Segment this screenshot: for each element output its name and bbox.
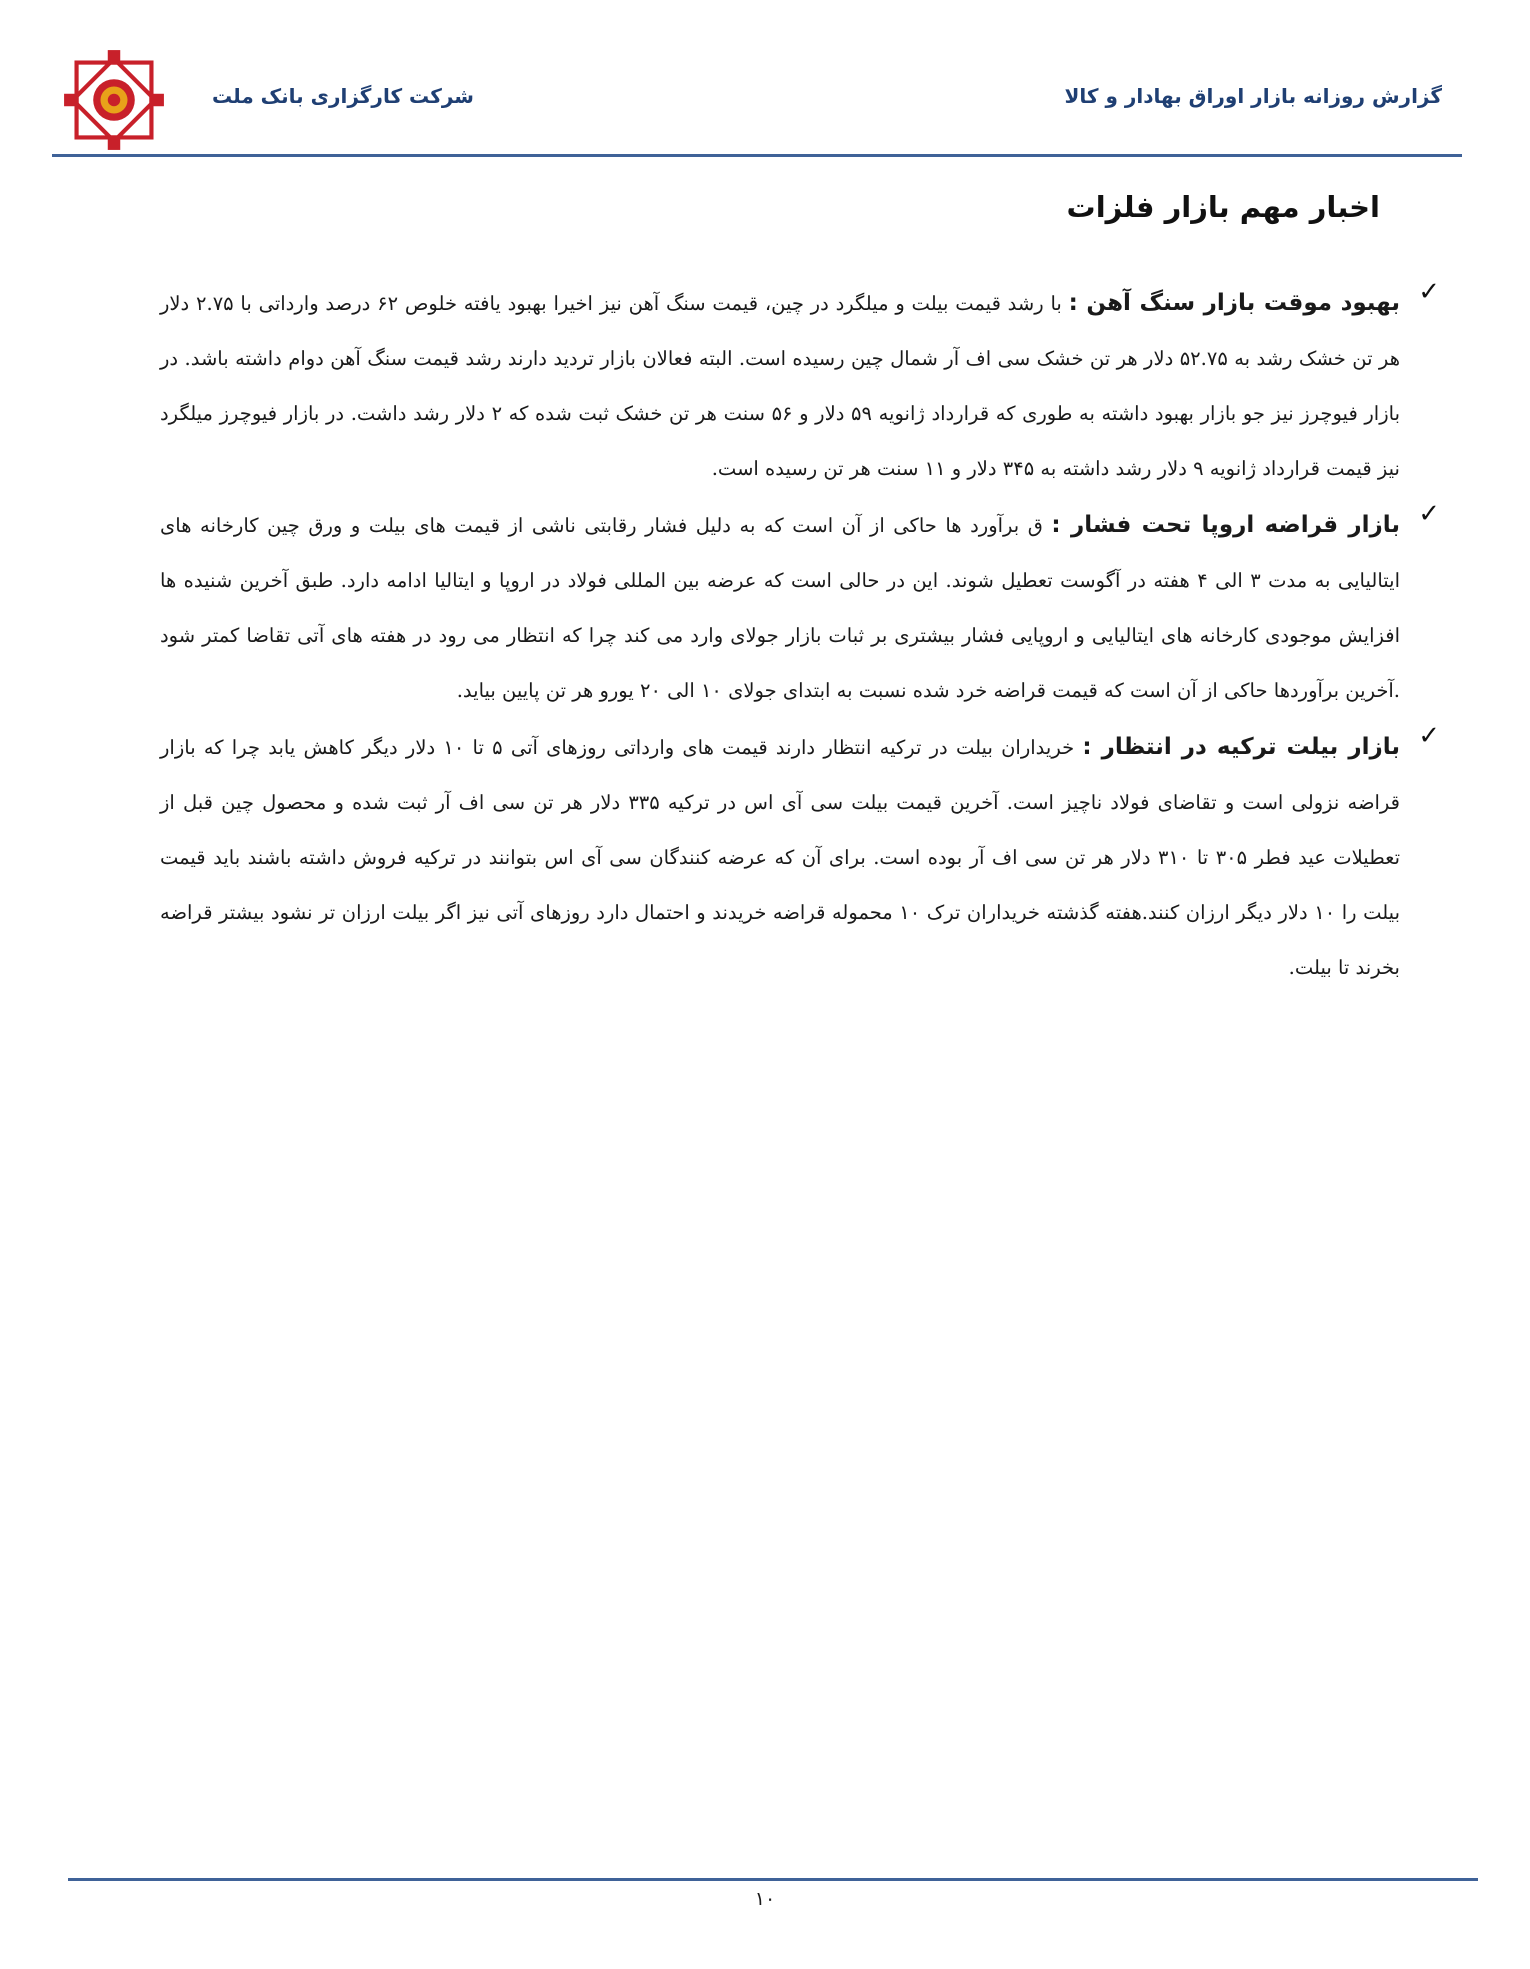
report-title: گزارش روزانه بازار اوراق بهادار و کالا <box>1064 84 1442 108</box>
checkmark-icon: ✓ <box>1418 499 1440 529</box>
checkmark-icon: ✓ <box>1418 277 1440 307</box>
news-body: ق برآورد ها حاکی از آن است که به دلیل فشار رقابتی ناشی از قیمت های بیلت و ورق چین کارخانه های ایتالیایی به مدت ۳ الی ۴ هفته در آگوست تعطیل شوند. این در حالی است که عرضه بین المللی فولاد در اروپا و ایتالیا ادامه دارد. طبق آخرین شنیده ها افزایش موجودی کارخانه های ایتالیایی و اروپایی فشار بیشتری بر ثبات بازار جولای وارد می کند چرا که انتظار می رود در هفته های آتی تقاضا کمتر شود .آخرین برآوردها حاکی از آن است که قیمت قراضه خرد شده نسبت به ابتدای جولای ۱۰ الی ۲۰ یورو هر تن پایین بیاید. <box>160 514 1400 702</box>
footer-divider <box>68 1878 1478 1881</box>
news-list <box>160 276 1442 997</box>
news-item <box>160 720 1442 995</box>
news-body: خریداران بیلت در ترکیه انتظار دارند قیمت های وارداتی روزهای آتی ۵ تا ۱۰ دلار دیگر کاهش یابد چرا که بازار قراضه نزولی است و تقاضای فولاد ناچیز است. آخرین قیمت بیلت سی آی اس در ترکیه ۳۳۵ دلار هر تن سی اف آر ثبت شده و محصول چین قبل از تعطیلات عید فطر ۳۰۵ تا ۳۱۰ دلار هر تن سی اف آر بوده است. برای آن که عرضه کنندگان سی آی اس بتوانند در ترکیه فروش داشته باشند باید قیمت بیلت را ۱۰ دلار دیگر ارزان کنند.هفته گذشته خریداران ترک ۱۰ محموله قراضه خریدند و احتمال دارد روزهای آتی نیز اگر بیلت ارزان تر نشود بیشتر قراضه بخرند تا بیلت. <box>160 736 1401 979</box>
company-logo-icon <box>62 48 166 152</box>
checkmark-icon: ✓ <box>1418 721 1440 751</box>
news-item <box>160 498 1442 718</box>
section-title: اخبار مهم بازار فلزات <box>1066 190 1380 224</box>
page-number: ۱۰ <box>754 1888 776 1910</box>
news-paragraph <box>160 276 1400 496</box>
news-headline: بازار قراضه اروپا تحت فشار : <box>1051 512 1400 538</box>
news-paragraph <box>160 720 1400 995</box>
header-divider <box>52 154 1462 157</box>
news-headline: بهبود موقت بازار سنگ آهن : <box>1068 290 1401 316</box>
news-headline: بازار بیلت ترکیه در انتظار : <box>1082 734 1400 760</box>
news-body: با رشد قیمت بیلت و میلگرد در چین، قیمت سنگ آهن نیز اخیرا بهبود یافته خلوص ۶۲ درصد وارداتی با ۲.۷۵ دلار هر تن خشک رشد به ۵۲.۷۵ دلار هر تن خشک سی اف آر شمال چین رسیده است. البته فعالان بازار تردید دارند رشد قیمت سنگ آهن دوام داشته باشد. در بازار فیوچرز نیز جو بازار بهبود داشته به طوری که قرارداد ژانویه ۵۹ دلار و ۵۶ سنت هر تن خشک ثبت شده که ۲ دلار رشد داشت. در بازار فیوچرز میلگرد نیز قیمت قرارداد ژانویه ۹ دلار رشد داشته به ۳۴۵ دلار و ۱۱ سنت هر تن رسیده است. <box>160 292 1400 480</box>
company-name: شرکت کارگزاری بانک ملت <box>212 84 474 108</box>
news-item <box>160 276 1442 496</box>
news-paragraph <box>160 498 1400 718</box>
